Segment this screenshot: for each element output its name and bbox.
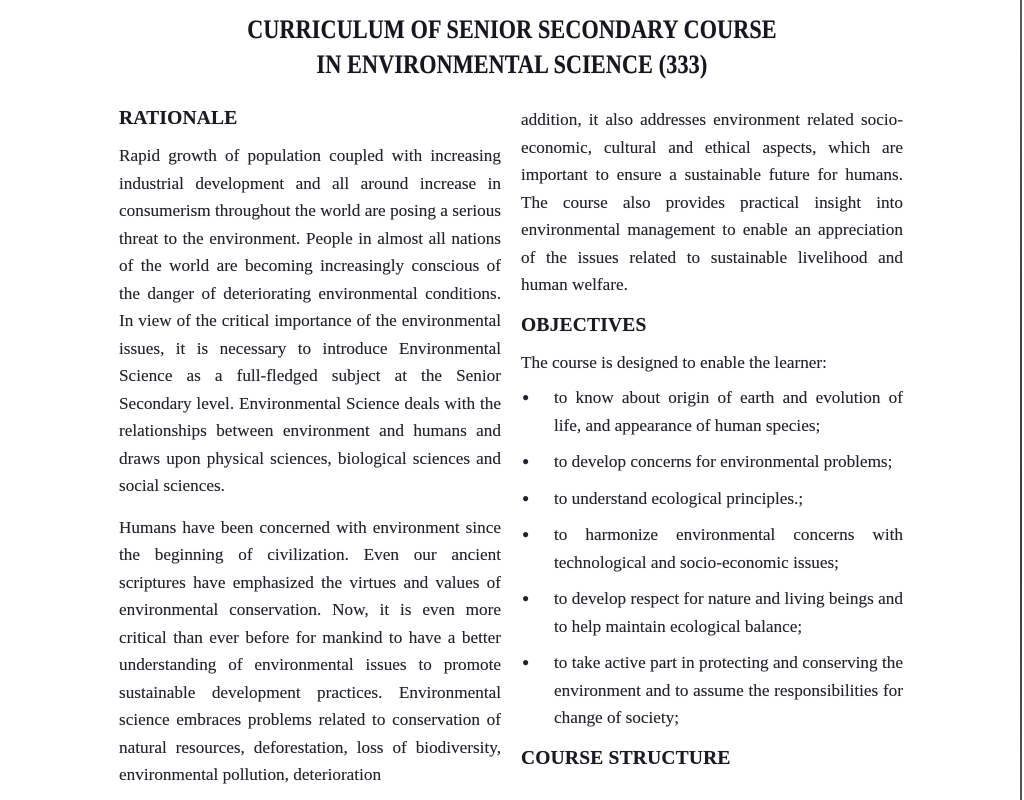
objective-text: to understand ecological principles.; xyxy=(554,488,804,508)
bullet-icon: ● xyxy=(522,490,530,505)
bullet-icon: ● xyxy=(522,591,530,605)
list-item xyxy=(521,485,903,513)
list-item xyxy=(521,585,903,640)
list-item xyxy=(521,448,903,476)
left-column xyxy=(119,106,501,800)
bullet-icon: ● xyxy=(522,527,530,541)
objectives-list xyxy=(521,384,903,732)
two-column-layout xyxy=(0,106,1024,800)
objective-text: to develop concerns for environmental problems; xyxy=(554,452,893,471)
right-column xyxy=(521,106,903,800)
objectives-heading: OBJECTIVES xyxy=(521,314,647,336)
objective-text: to develop respect for nature and living beings and to help maintain ecological balance; xyxy=(554,589,903,636)
rationale-paragraph-1: Rapid growth of population coupled with increasing industrial development and all around increase in consumerism throughout the world are posing a serious threat to the environment. People in almost all nations of the world are becoming increasingly conscious of the danger of deteriorating environmental conditions. In view of the critical importance of the environmental issues, it is necessary to introduce Environmental Science as a full-fledged subject at the Senior Secondary level. Environmental Science deals with the relationships between environment and humans and draws upon physical sciences, biological sciences and social sciences. xyxy=(119,146,501,495)
bullet-icon: ● xyxy=(522,655,530,669)
page-edge-line xyxy=(1020,0,1022,800)
list-item xyxy=(521,649,903,732)
list-item xyxy=(521,384,903,439)
objective-text: to take active part in protecting and conserving the environment and to assume the responsibilities for change of society; xyxy=(554,653,903,727)
objectives-intro: The course is designed to enable the learner: xyxy=(521,352,827,372)
rationale-paragraph-2: Humans have been concerned with environment since the beginning of civilization. Even our ancient scriptures have emphasized the virtues and values of environmental conservation. Now, it is even more critical than ever before for mankind to have a better understanding of environmental issues to promote sustainable development practices. Environmental science embraces problems related to conservation of natural resources, deforestation, loss of biodiversity, environmental pollution, deterioration xyxy=(119,517,501,784)
objective-text: to know about origin of earth and evolution of life, and appearance of human species; xyxy=(554,388,903,435)
objective-text: to harmonize environmental concerns with technological and socio-economic issues; xyxy=(554,525,903,572)
rationale-heading: RATIONALE xyxy=(119,108,238,129)
continued-paragraph: addition, it also addresses environment related socio-economic, cultural and ethical aspects, which are important to ensure a sustainable future for humans. The course also provides practical insight into environmental management to enable an appreciation of the issues related to sustainable livelihood and human welfare. xyxy=(521,110,903,294)
bullet-icon: ● xyxy=(522,454,530,468)
page-title-line-2: IN ENVIRONMENTAL SCIENCE (333) xyxy=(316,50,708,79)
bullet-icon: ● xyxy=(522,390,530,404)
course-structure-heading: COURSE STRUCTURE xyxy=(521,747,731,769)
page-title xyxy=(77,12,947,82)
page-title-line-1: CURRICULUM OF SENIOR SECONDARY COURSE xyxy=(247,15,777,44)
list-item xyxy=(521,521,903,576)
